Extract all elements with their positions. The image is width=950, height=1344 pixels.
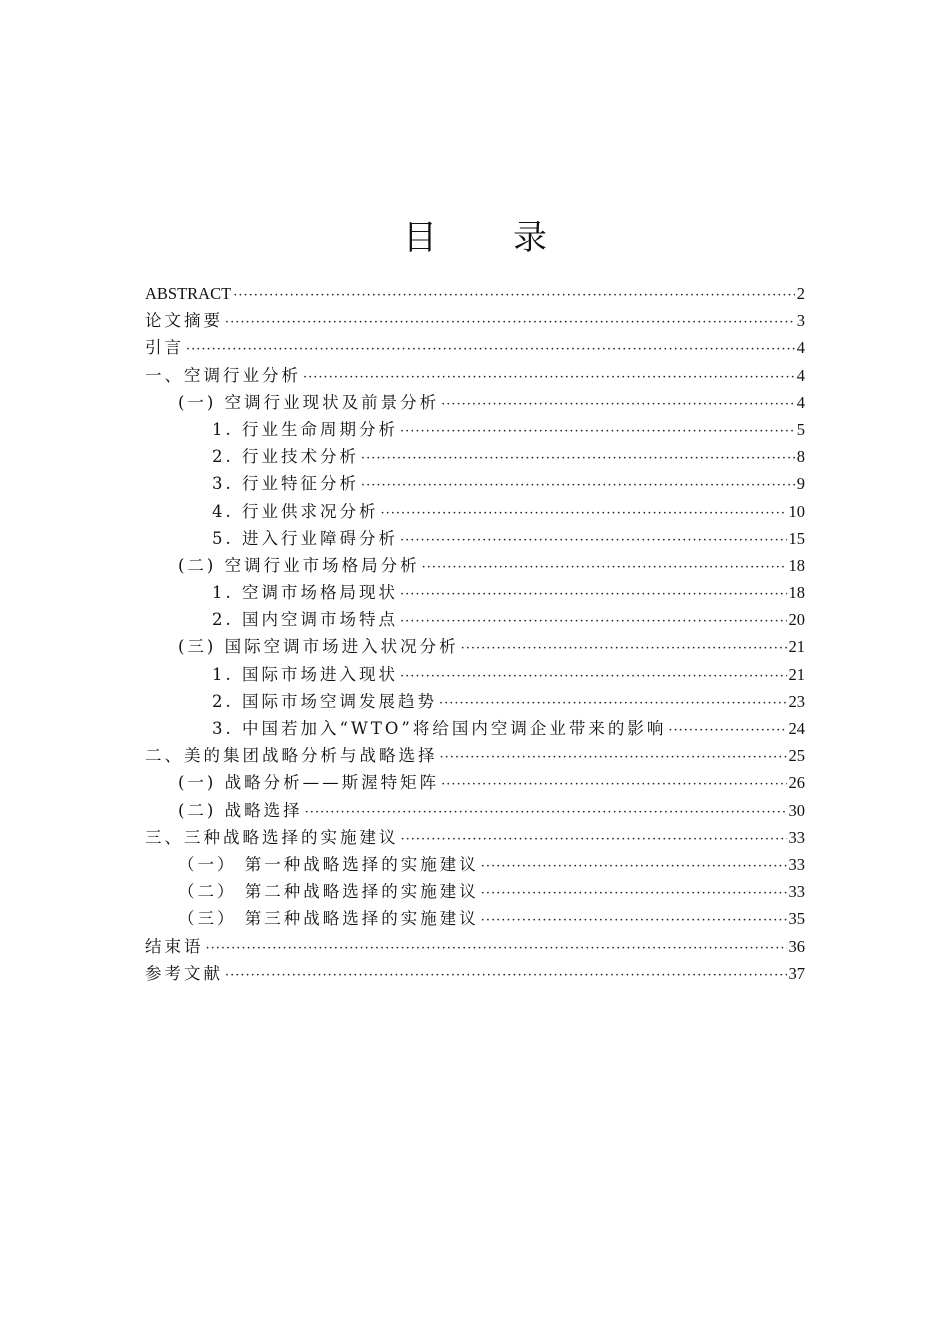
toc-dot-leader (440, 744, 787, 771)
toc-entry-page-number: 4 (796, 338, 805, 358)
toc-entry-label: 结束语 (145, 936, 204, 956)
toc-entry[interactable] (145, 905, 805, 932)
toc-entry-label: (三) 国际空调市场进入状况分析 (178, 637, 459, 657)
toc-entry-page-number: 4 (796, 365, 805, 385)
toc-entry-page-number: 36 (788, 936, 805, 956)
toc-entry-label: 三、三种战略选择的实施建议 (145, 827, 399, 847)
table-of-contents (145, 280, 805, 987)
toc-entry-page-number: 21 (788, 637, 805, 657)
toc-entry-page-number: 30 (788, 800, 805, 820)
toc-entry-page-number: 10 (788, 501, 805, 521)
toc-dot-leader (481, 853, 787, 880)
toc-dot-leader (381, 500, 787, 527)
toc-entry[interactable] (145, 715, 805, 742)
toc-dot-leader (400, 418, 795, 445)
toc-entry-page-number: 37 (788, 963, 805, 983)
toc-entry[interactable] (145, 389, 805, 416)
toc-entry[interactable] (145, 498, 805, 525)
toc-entry-label: 1. 行业生命周期分析 (212, 419, 398, 439)
toc-entry[interactable] (145, 633, 805, 660)
toc-entry-label: （三） 第三种战略选择的实施建议 (178, 909, 479, 929)
toc-dot-leader (233, 282, 795, 309)
page-title-char-1: 目 (403, 218, 437, 258)
toc-entry-label: 1. 国际市场进入现状 (212, 664, 398, 684)
toc-dot-leader (361, 472, 795, 499)
toc-entry[interactable] (145, 933, 805, 960)
toc-entry-page-number: 9 (796, 474, 805, 494)
toc-entry-page-number: 5 (796, 419, 805, 439)
toc-entry-label: 2. 国内空调市场特点 (212, 610, 398, 630)
toc-entry[interactable] (145, 334, 805, 361)
toc-entry-page-number: 4 (796, 392, 805, 412)
toc-dot-leader (481, 880, 787, 907)
toc-entry-label: 二、美的集团战略分析与战略选择 (145, 746, 438, 766)
toc-entry-page-number: 21 (788, 664, 805, 684)
toc-entry[interactable] (145, 280, 805, 307)
toc-dot-leader (186, 336, 795, 363)
toc-entry-label: (二) 战略选择 (178, 800, 303, 820)
toc-entry[interactable] (145, 851, 805, 878)
toc-entry-label: (一) 战略分析——斯渥特矩阵 (178, 773, 440, 793)
toc-entry-label: 3. 中国若加入“WTO”将给国内空调企业带来的影响 (212, 719, 667, 738)
toc-entry-page-number: 33 (788, 827, 805, 847)
toc-entry[interactable] (145, 307, 805, 334)
toc-entry[interactable] (145, 688, 805, 715)
toc-entry-page-number: 20 (788, 610, 805, 630)
toc-entry-page-number: 35 (788, 909, 805, 929)
page-title (0, 210, 950, 259)
toc-entry[interactable] (145, 525, 805, 552)
toc-entry-page-number: 3 (796, 311, 805, 331)
toc-entry-label: 3. 行业特征分析 (212, 474, 359, 494)
toc-entry-label: 4. 行业供求况分析 (212, 501, 379, 521)
toc-entry-label: 5. 进入行业障碍分析 (212, 528, 398, 548)
toc-entry-label: （二） 第二种战略选择的实施建议 (178, 882, 479, 902)
toc-entry-page-number: 15 (788, 528, 805, 548)
toc-entry-label: （一） 第一种战略选择的实施建议 (178, 854, 479, 874)
toc-dot-leader (401, 826, 787, 853)
toc-entry-label: 一、空调行业分析 (145, 365, 301, 385)
toc-dot-leader (441, 771, 786, 798)
toc-dot-leader (303, 364, 795, 391)
toc-entry[interactable] (145, 797, 805, 824)
toc-entry[interactable] (145, 552, 805, 579)
toc-dot-leader (400, 663, 787, 690)
page-title-char-2: 录 (513, 218, 547, 258)
toc-entry-page-number: 18 (788, 555, 805, 575)
toc-entry-page-number: 23 (788, 691, 805, 711)
toc-entry-page-number: 18 (788, 583, 805, 603)
toc-dot-leader (439, 690, 787, 717)
toc-entry[interactable] (145, 878, 805, 905)
toc-entry[interactable] (145, 824, 805, 851)
toc-dot-leader (305, 799, 787, 826)
toc-entry-label: 引言 (145, 338, 184, 358)
toc-dot-leader (481, 907, 787, 934)
toc-entry[interactable] (145, 960, 805, 987)
toc-dot-leader (206, 935, 787, 962)
toc-entry-page-number: 33 (788, 882, 805, 902)
toc-dot-leader (461, 635, 787, 662)
toc-entry[interactable] (145, 661, 805, 688)
toc-dot-leader (400, 527, 787, 554)
toc-entry[interactable] (145, 416, 805, 443)
toc-entry-label: 1. 空调市场格局现状 (212, 583, 398, 603)
toc-entry-page-number: 33 (788, 854, 805, 874)
toc-entry[interactable] (145, 742, 805, 769)
toc-entry-page-number: 24 (788, 719, 805, 738)
toc-entry[interactable] (145, 579, 805, 606)
toc-entry[interactable] (145, 769, 805, 796)
toc-entry[interactable] (145, 362, 805, 389)
toc-dot-leader (225, 309, 795, 336)
toc-entry[interactable] (145, 606, 805, 633)
toc-entry-label: (二) 空调行业市场格局分析 (178, 555, 420, 575)
toc-entry[interactable] (145, 443, 805, 470)
toc-entry-label: ABSTRACT (145, 284, 232, 303)
toc-entry[interactable] (145, 470, 805, 497)
toc-entry-label: 论文摘要 (145, 311, 223, 331)
toc-entry-page-number: 25 (788, 746, 805, 766)
toc-entry-label: 参考文献 (145, 963, 223, 983)
toc-dot-leader (361, 445, 795, 472)
toc-dot-leader (225, 962, 787, 989)
toc-dot-leader (400, 581, 787, 608)
toc-dot-leader (668, 717, 786, 744)
toc-entry-page-number: 26 (788, 773, 805, 793)
toc-entry-page-number: 2 (796, 284, 805, 303)
toc-entry-label: 2. 行业技术分析 (212, 447, 359, 467)
toc-entry-page-number: 8 (796, 447, 805, 467)
toc-entry-label: (一) 空调行业现状及前景分析 (178, 392, 440, 412)
toc-dot-leader (422, 554, 787, 581)
toc-dot-leader (400, 608, 787, 635)
toc-dot-leader (441, 391, 795, 418)
toc-entry-label: 2. 国际市场空调发展趋势 (212, 691, 437, 711)
